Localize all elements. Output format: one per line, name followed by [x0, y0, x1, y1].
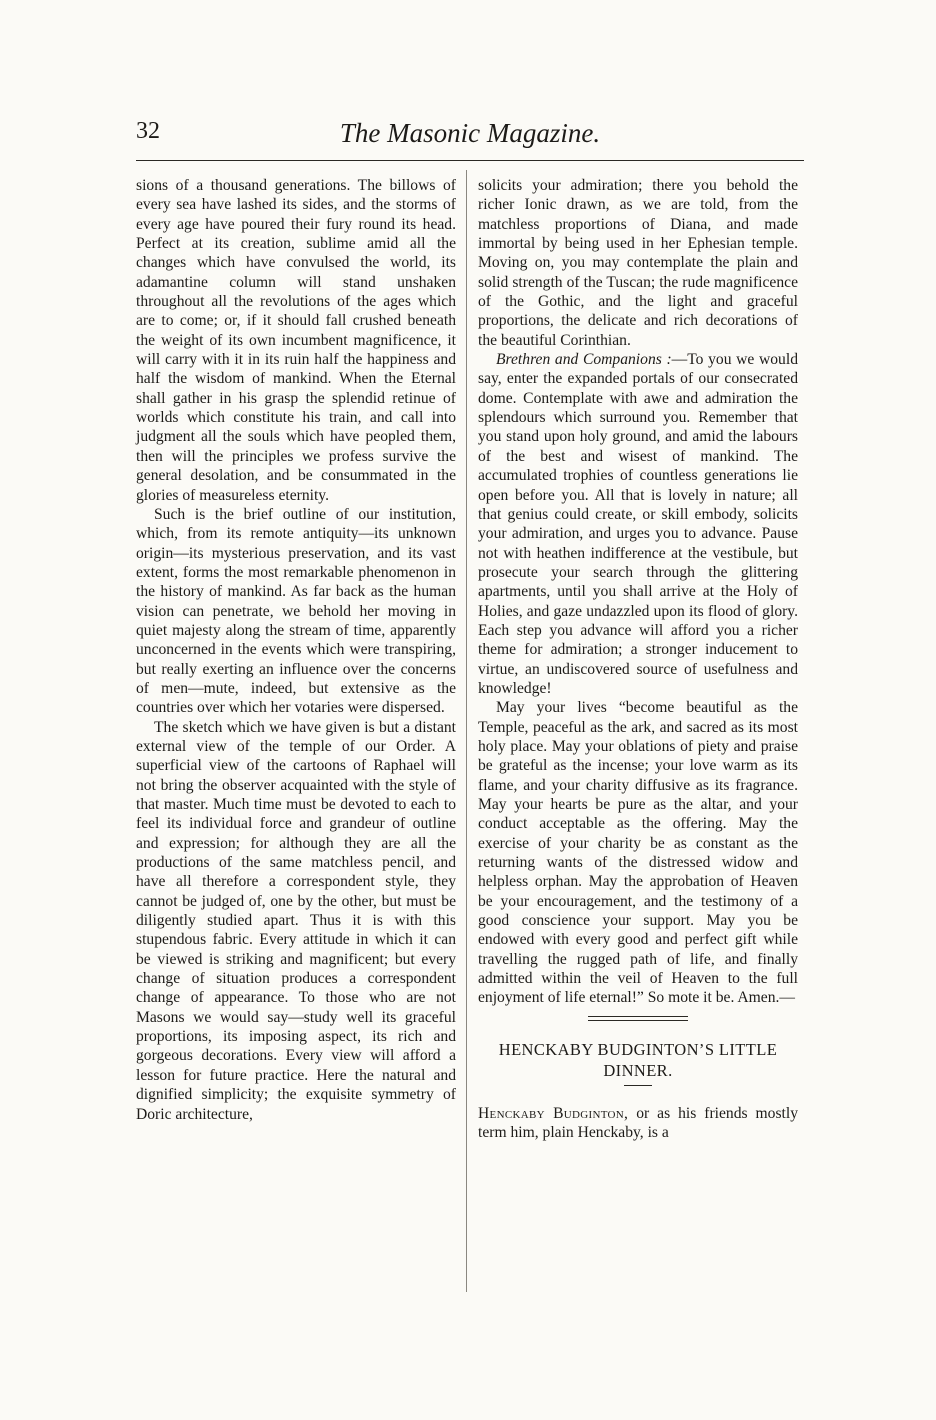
- left-paragraph-1: sions of a thousand generations. The billows of every sea have lashed its sides, and the storms of every age have poured their fury round its head. Perfect at its creation, sublime amid all the changes which have convulsed the world, its adamantine column will stand unshaken throughout all the revolutions of the ages which are to come; or, if it should fall crushed beneath the weight of its own incumbent magnificence, it will carry with it in its ruin half the happiness and half the wisdom of mankind. When the Eternal shall gather in his grasp the splendid retinue of worlds which constitute his train, and call into judgment all the souls which have peopled them, then will the principles we profess survive the general desolation, and be consummated in the glories of measureless eternity.: [136, 177, 456, 504]
- left-paragraph-2: Such is the brief outline of our institution, which, from its remote antiquity—its unknown origin—its mysterious preservation, and its vast extent, forms the most remarkable phenomenon in the history of mankind. As far back as the human vision can penetrate, we behold her moving in quiet majesty along the stream of time, apparently unconcerned in the events which were transpiring, but really exerting an influence over the concerns of men—mute, indeed, but extensive as the countries over which her votaries were dispersed.: [136, 505, 456, 717]
- column-divider: [466, 170, 467, 1292]
- left-paragraph-3: The sketch which we have given is but a distant external view of the temple of our Order. A superficial view of the cartoons of Raphael will not bring the observer acquainted with the style of that master. Much time must be devoted to each to feel its individual force and grandeur of outline and expression; for although they are all the productions of the same matchless pencil, and have all therefore a correspondent style, they cannot be judged of, one by the other, but must be diligently studied apart. Thus it is with this stupendous fabric. Every attitude in which it can be viewed is striking and magnificent; but every change of situation produces a correspondent change of appearance. To those who are not Masons we would say—study well its graceful proportions, its imposing aspect, its rich and gorgeous decorations. Every view will afford a lesson for future practice. Here the natural and dignified simplicity; the exquisite symmetry of Doric architecture,: [136, 718, 456, 1123]
- right-paragraph-2-body: —To you we would say, enter the expanded portals of our consecrated dome. Contemplate with awe and admiration the splendours which surround you. Remember that you stand upon holy ground, and amid the labours of the best and wisest of mankind. The accumulated trophies of countless generations lie open before you. All that is lovely in nature; all that genius could create, or skill embody, solicits your admiration, and urges you to advance. Pause not with heathen indifference at the vestibule, but prosecute your search through the glittering apartments, until you shall arrive at the Holy of Holies, and gaze undazzled upon its flood of glory. Each step you advance will afford you a richer theme for admiration; a stronger inducement to virtue, an undiscovered source of usefulness and knowledge!: [478, 351, 798, 697]
- running-title: The Masonic Magazine.: [339, 118, 601, 148]
- right-column: [478, 176, 798, 1142]
- page-number: 32: [136, 118, 160, 144]
- left-column: [136, 176, 456, 1124]
- page-header: [136, 118, 804, 158]
- salutation: Brethren and Companions :: [496, 351, 672, 369]
- right-paragraph-2: [478, 350, 798, 698]
- title-underline: [624, 1085, 652, 1086]
- right-paragraph-1: solicits your admiration; there you behold the richer Ionic drawn, as we are told, from the matchless proportions of Diana, and made immortal by being used in her Ephesian temple. Moving on, you may contemplate the plain and solid strength of the Tuscan; the rude magnificence of the Gothic, and the light and graceful proportions, the delicate and rich decorations of the beautiful Corinthian.: [478, 177, 798, 349]
- section-divider: [588, 1020, 688, 1021]
- section-divider: [588, 1016, 688, 1017]
- character-name: Henckaby Budginton,: [478, 1104, 629, 1122]
- right-paragraph-4-body: or as his friends mostly term him, plain Henckaby, is a: [478, 1104, 798, 1142]
- header-rule: [136, 160, 804, 161]
- article-title: HENCKABY BUDGINTON’S LITTLE DINNER.: [498, 1039, 778, 1080]
- right-paragraph-3: May your lives “become beautiful as the Temple, peaceful as the ark, and sacred as its most holy place. May your oblations of piety and praise be grateful as the incense; your love warm as its flame, and your charity diffusive as its fragrance. May your hearts be pure as the altar, and your conduct acceptable as the offering. May the exercise of your charity be as constant as the returning wants of the distressed widow and helpless orphan. May the approbation of Heaven be your encouragement, and the testimony of a good conscience your support. May you be endowed with every good and perfect gift while travelling the rugged path of life, and finally admitted within the veil of Heaven to the full enjoyment of life eternal!” So mote it be. Amen.—: [478, 699, 798, 1007]
- right-paragraph-4: [478, 1104, 798, 1143]
